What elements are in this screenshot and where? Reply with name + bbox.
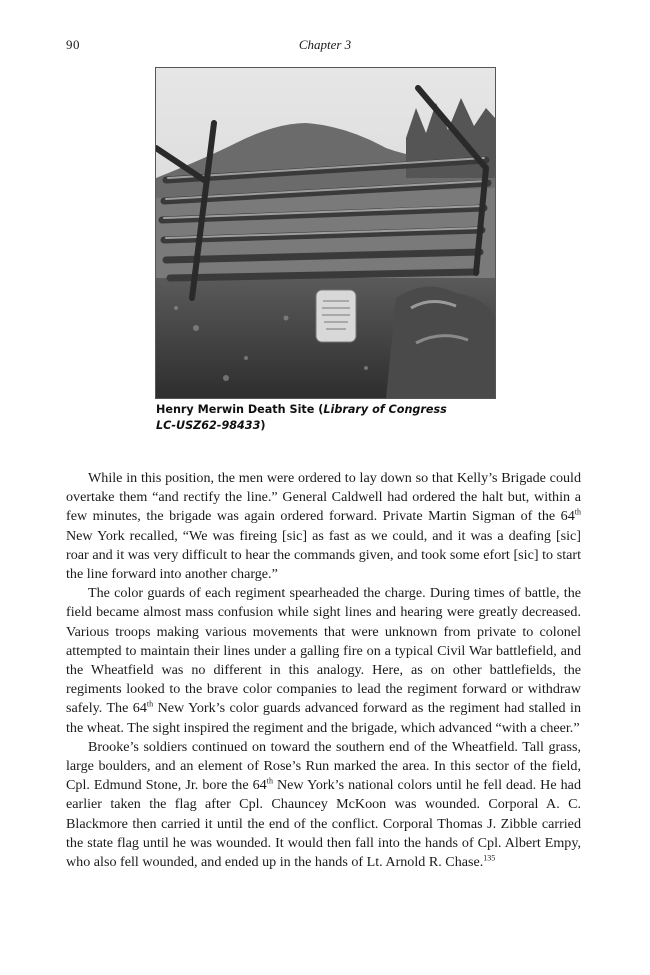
paragraph-3-text-a: Brooke’s soldiers continued on toward the southern end of the Wheatfield. Tall grass, large boulders, and an element of Rose’s Run marked the area. In this sector of the field, Cpl. Edmund Stone, Jr. bore the 64 xyxy=(66,738,581,794)
caption-source-line-1: Library of Congress xyxy=(323,403,447,416)
paragraph-2-text-b: New York’s color guards advanced forward as the regiment had stalled in the wheat. The sight inspired the regiment and the brigade, which advanced “with a cheer.” xyxy=(66,700,582,736)
paragraph-1-superscript: th xyxy=(574,507,581,517)
figure-caption xyxy=(156,402,496,434)
body-text xyxy=(66,469,581,872)
running-head: Chapter 3 xyxy=(298,37,352,52)
caption-close: ) xyxy=(260,419,266,432)
photo-illustration xyxy=(156,68,495,398)
paragraph-2-superscript: th xyxy=(146,699,154,709)
paragraph-1-text-b: New York recalled, “We was fireing [sic] as fast as we could, and it was a deafing [sic] roar and it was very difficult to hear the commands given, and took some efort [sic] to start the line forward into another charge.” xyxy=(66,527,581,583)
paragraph-2-text-a: The color guards of each regiment spearheaded the charge. During times of battle, the field became almost mass confusion while sight lines and hearing were greatly decreased. Various troops making various movements that were unknown from private to colonel attempted to maintain their lines under a galling fire on a typical Civil War battlefield, and the Wheatfield was no different in this analogy. Here, as on other battlefields, the regiments looked to the brave color companies to lead the regiment forward or withdraw safely. The 64 xyxy=(66,585,581,717)
paragraph-1-text-a: While in this position, the men were ordered to lay down so that Kelly’s Brigade could overtake them “and rectify the line.” General Caldwell had ordered the halt but, within a few minutes, the brigade was again ordered forward. Private Martin Sigman of the 64 xyxy=(66,470,581,525)
paragraph-2 xyxy=(66,584,581,738)
paragraph-3-text-b: New York’s national colors until he fell dead. He had earlier taken the flag after Cpl. Chauncey McKoon was wounded. Corporal A. C. Blackmore then carried it until the end of the conflict. Corporal Thomas J. Zibble carried the state flag until he was wounded. It would then fall into the hands of Cpl. Albert Empy, who also fell wounded, and ended up in the hands of Lt. Arnold R. Chase. xyxy=(66,777,581,871)
paragraph-3-superscript: th xyxy=(266,776,273,786)
henry-merwin-death-site-photo xyxy=(155,67,496,399)
footnote-ref-135[interactable]: 135 xyxy=(483,853,496,863)
caption-source-line-2: LC-USZ62-98433 xyxy=(156,419,261,432)
page-number: 90 xyxy=(66,37,80,52)
paragraph-3 xyxy=(66,738,581,872)
paragraph-1 xyxy=(66,469,581,584)
caption-title: Henry Merwin Death Site ( xyxy=(156,403,324,416)
